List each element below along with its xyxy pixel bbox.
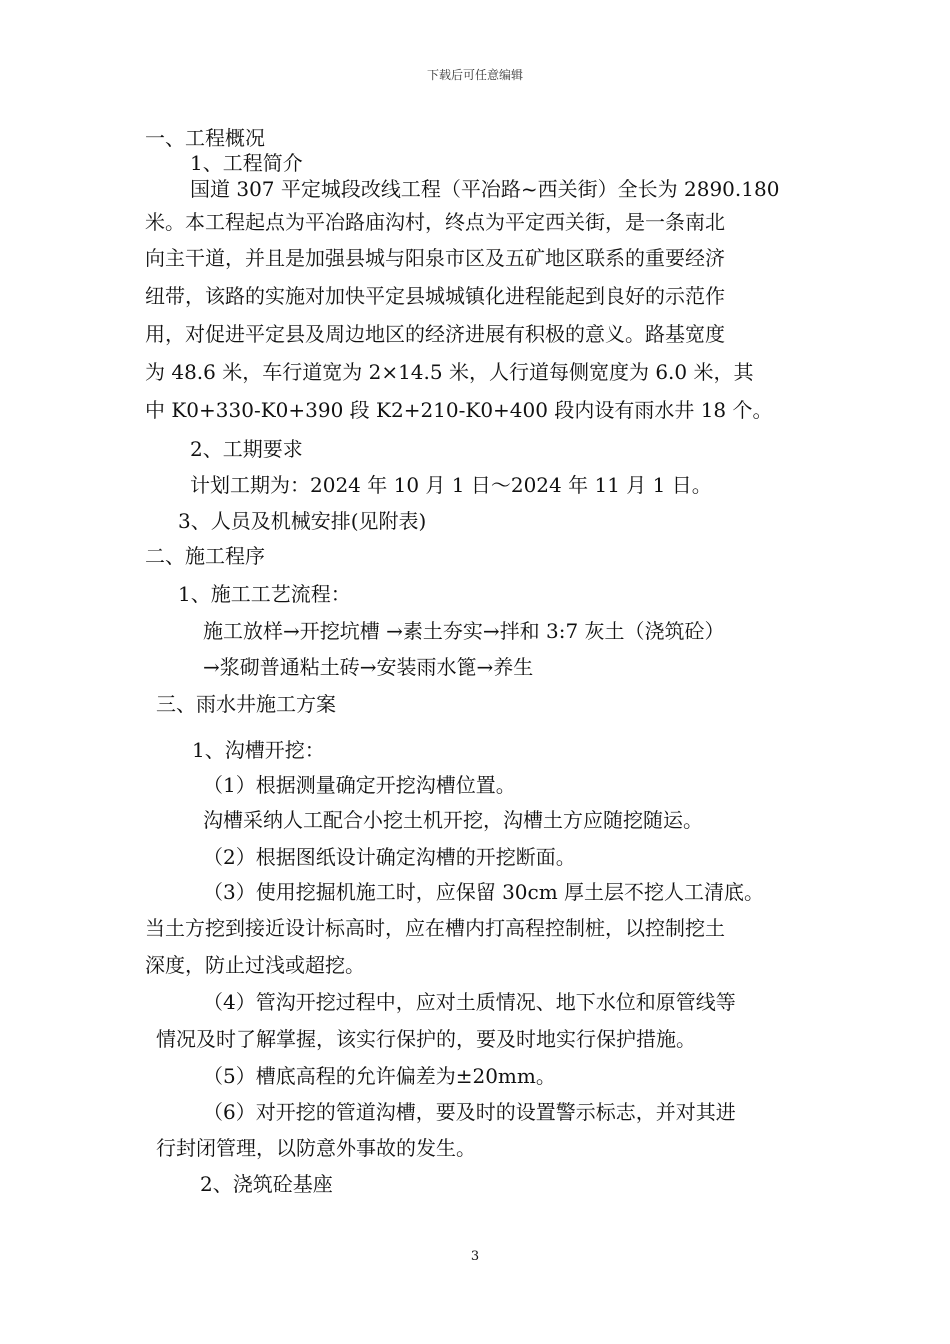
body-text: （2）根据图纸设计确定沟槽的开挖断面。 xyxy=(203,845,576,869)
body-text: 计划工期为：2024 年 10 月 1 日～2024 年 11 月 1 日。 xyxy=(190,473,712,497)
subsection-heading: 2、工期要求 xyxy=(190,437,303,461)
subsection-heading: 1、工程简介 xyxy=(190,151,303,175)
body-text: （4）管沟开挖过程中，应对土质情况、地下水位和原管线等 xyxy=(203,990,736,1014)
section-heading: 一、工程概况 xyxy=(145,126,265,150)
body-text: 当土方挖到接近设计标高时，应在槽内打高程控制桩，以控制挖土 xyxy=(145,916,725,940)
body-text: 中 K0+330-K0+390 段 K2+210-K0+400 段内设有雨水井 18 个。 xyxy=(145,398,773,422)
body-text: 国道 307 平定城段改线工程（平冶路~西关街）全长为 2890.180 xyxy=(190,177,780,201)
body-text: 向主干道，并且是加强县城与阳泉市区及五矿地区联系的重要经济 xyxy=(145,246,725,270)
subsection-heading: 1、施工工艺流程： xyxy=(178,582,351,606)
body-text: 行封闭管理，以防意外事故的发生。 xyxy=(156,1136,476,1160)
section-heading: 三、雨水井施工方案 xyxy=(156,692,336,716)
body-text: 为 48.6 米，车行道宽为 2×14.5 米，人行道每侧宽度为 6.0 米，其 xyxy=(145,360,754,384)
body-text: （3）使用挖掘机施工时，应保留 30cm 厚土层不挖人工清底。 xyxy=(203,880,765,904)
body-text: 纽带，该路的实施对加快平定县城城镇化进程能起到良好的示范作 xyxy=(145,284,725,308)
body-text: （6）对开挖的管道沟槽，要及时的设置警示标志，并对其进 xyxy=(203,1100,736,1124)
body-text: 米。本工程起点为平冶路庙沟村，终点为平定西关街，是一条南北 xyxy=(145,210,725,234)
body-text: 沟槽采纳人工配合小挖土机开挖，沟槽土方应随挖随运。 xyxy=(203,808,703,832)
subsection-heading: 1、沟槽开挖： xyxy=(192,738,325,762)
body-text: （1）根据测量确定开挖沟槽位置。 xyxy=(203,773,516,797)
page-number: 3 xyxy=(470,1249,480,1264)
body-text: 情况及时了解掌握，该实行保护的，要及时地实行保护措施。 xyxy=(156,1027,696,1051)
page-header: 下载后可任意编辑 xyxy=(426,68,523,82)
body-text: 用，对促进平定县及周边地区的经济进展有积极的意义。路基宽度 xyxy=(145,322,725,346)
body-text: 深度，防止过浅或超挖。 xyxy=(145,953,365,977)
flow-text: 施工放样→开挖坑槽 →素土夯实→拌和 3:7 灰土（浇筑砼） xyxy=(203,619,725,643)
section-heading: 二、施工程序 xyxy=(145,544,265,568)
flow-text: →浆砌普通粘土砖→安装雨水篦→养生 xyxy=(203,655,534,679)
subsection-heading: 3、人员及机械安排(见附表) xyxy=(178,509,427,533)
body-text: （5）槽底高程的允许偏差为±20mm。 xyxy=(203,1064,556,1088)
subsection-heading: 2、浇筑砼基座 xyxy=(200,1172,333,1196)
